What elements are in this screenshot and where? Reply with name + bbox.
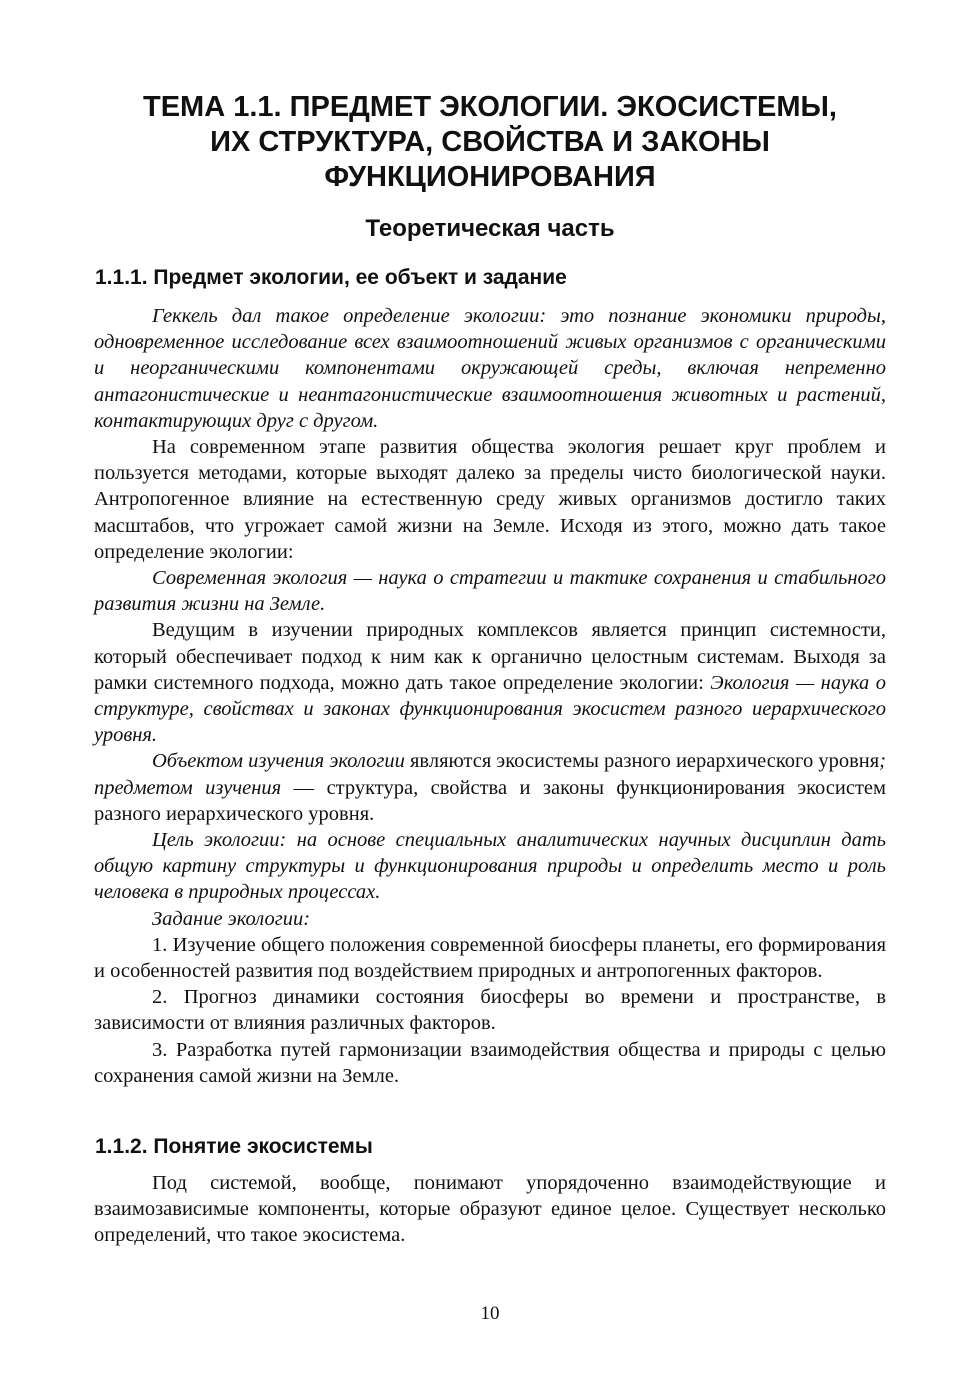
page-number: 10 (480, 1303, 500, 1324)
list-item-task-2: 2. Прогноз динамики состояния биосферы во времени и пространстве, в зависимости от влияния различных факторов. (94, 986, 886, 1035)
subject-text: — структура, свойства и законы функционирования экосистем разного иерархического уровня. (94, 776, 886, 825)
systemic-principle-text: Ведущим в изучении природных комплексов является принцип системности, который обеспечивает подход к ним как к органично целостным системам. Выходя за рамки системного подхода, можно дать такое определение экологии: (94, 619, 886, 694)
title-line-3: ФУНКЦИОНИРОВАНИЯ (324, 161, 656, 193)
list-item-task-3: 3. Разработка путей гармонизации взаимодействия общества и природы с целью сохранения самой жизни на Земле. (94, 1038, 886, 1087)
object-text: являются экосистемы разного иерархического уровня (404, 750, 880, 773)
page-subtitle: Теоретическая часть (365, 215, 615, 242)
section-heading-1-1-2: 1.1.2. Понятие экосистемы (95, 1135, 373, 1158)
paragraph-object-subject (94, 748, 886, 827)
paragraph-haeckel-definition: Геккель дал такое определение экологии: это познание экономики природы, одновременное исследование всех взаимоотношений живых организмов с органическими и неорганическими компонентами окружающей среды, включая непременно антагонистические и неантагонистические взаимоотношения животных и растений, контактирующих друг с другом. (94, 305, 886, 432)
list-item-task-1: 1. Изучение общего положения современной биосферы планеты, его формирования и особенностей развития под воздействием природных и антропогенных факторов. (94, 933, 886, 983)
paragraph-ecology-tasks-label: Задание экологии: (152, 907, 311, 930)
paragraph-system-definition: Под системой, вообще, понимают упорядоченно взаимодействующие и взаимозависимые компоненты, которые образуют единое целое. Существует несколько определений, что такое экосистема. (94, 1172, 886, 1247)
section-1-body (94, 303, 886, 1089)
subject-label: ; предметом изучения (94, 750, 886, 799)
object-label: Объектом изучения экологии (152, 750, 405, 773)
title-line-2: ИХ СТРУКТУРА, СВОЙСТВА И ЗАКОНЫ (210, 126, 770, 158)
title-line-1: ТЕМА 1.1. ПРЕДМЕТ ЭКОЛОГИИ. ЭКОСИСТЕМЫ, (143, 91, 837, 123)
ecology-definition-italic: Экология — наука о структуре, свойствах и законах функционирования экосистем разного иерархического уровня. (94, 671, 886, 747)
paragraph-ecology-goal: Цель экологии: на основе специальных аналитических научных дисциплин дать общую картину структуры и функционирования природы и определить место и роль человека в природных процессах. (94, 829, 886, 904)
paragraph-systemic-principle (94, 617, 886, 748)
section-heading-1-1-1: 1.1.1. Предмет экологии, ее объект и задание (95, 266, 567, 289)
page-title (95, 90, 885, 195)
paragraph-modern-ecology-definition: Современная экология — наука о стратегии и тактике сохранения и стабильного развития жизни на Земле. (94, 567, 886, 616)
paragraph-modern-stage: На современном этапе развития общества экология решает круг проблем и пользуется методами, которые выходят далеко за пределы чисто биологической науки. Антропогенное влияние на естественную среду живых организмов достигло таких масштабов, что угрожает самой жизни на Земле. Исходя из этого, можно дать такое определение экологии: (94, 436, 886, 563)
section-2-body (94, 1170, 886, 1249)
